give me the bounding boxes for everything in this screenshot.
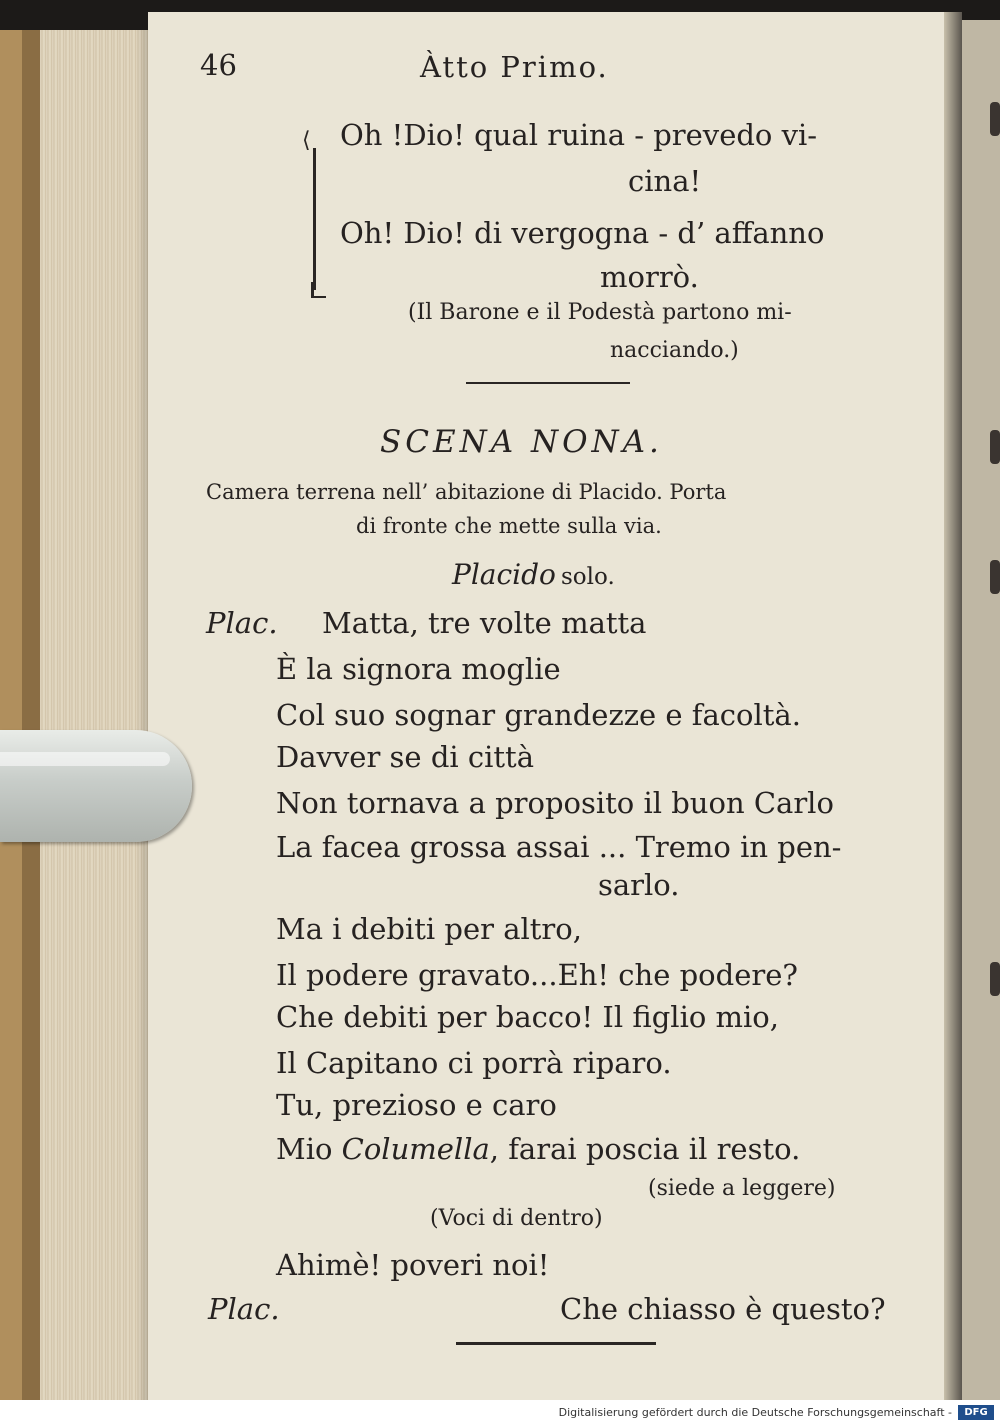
facing-page-mark — [990, 560, 1000, 594]
character-name: Placido — [452, 558, 556, 591]
dialogue-line: Ma i debiti per altro, — [276, 912, 582, 946]
dialogue-line: Il Capitano ci porrà riparo. — [276, 1046, 672, 1080]
stage-direction: nacciando.) — [610, 338, 739, 363]
page-edges — [40, 30, 148, 1400]
scene-title: SCENA NONA. — [380, 424, 663, 460]
page-holder-clip — [0, 730, 192, 842]
running-title: Àtto Primo. — [420, 50, 609, 84]
separator-rule — [466, 382, 630, 384]
footer-credit: Digitalisierung gefördert durch die Deutsche Forschungsgemeinschaft - — [558, 1406, 952, 1419]
end-rule — [456, 1342, 656, 1345]
character-heading — [452, 558, 615, 591]
dialogue-italic-name: Columella — [341, 1132, 490, 1166]
dialogue-line: Non tornava a proposito il buon Carlo — [276, 786, 834, 820]
character-note: solo. — [561, 564, 615, 590]
facing-page-mark — [990, 962, 1000, 996]
stage-direction: (siede a leggere) — [648, 1176, 836, 1201]
dialogue-line: Col suo sognar grandezze e facoltà. — [276, 698, 801, 732]
book-cover-shadow — [22, 30, 40, 1400]
stage-direction: (Voci di dentro) — [430, 1206, 603, 1231]
dfg-logo-icon: DFG — [958, 1405, 994, 1420]
verse-line: cina! — [628, 164, 702, 198]
page-number: 46 — [200, 48, 237, 82]
dialogue-word: , farai poscia il resto. — [489, 1132, 801, 1166]
stage-direction: (Il Barone e il Podestà partono mi- — [408, 300, 792, 325]
brace-bottom-mark — [311, 282, 326, 298]
dialogue-line: Davver se di città — [276, 740, 534, 774]
dialogue-line: Tu, prezioso e caro — [276, 1088, 557, 1122]
scene-description: di fronte che mette sulla via. — [356, 514, 662, 538]
verse-line: Oh! Dio! di vergogna - d’ affanno — [340, 216, 825, 250]
dialogue-line: La facea grossa assai ... Tremo in pen- — [276, 830, 842, 864]
verse-line: Oh !Dio! qual ruina - prevedo vi- — [340, 118, 818, 152]
book-gutter — [944, 12, 962, 1400]
page-holder-shine — [0, 752, 170, 766]
verse-line: morrò. — [600, 260, 699, 294]
brace-top-mark: ⟨ — [302, 128, 311, 153]
dialogue-line: Il podere gravato...Eh! che podere? — [276, 958, 798, 992]
speaker-label: Plac. — [206, 606, 278, 640]
dialogue-line: Che debiti per bacco! Il figlio mio, — [276, 1000, 779, 1034]
dialogue-line: È la signora moglie — [276, 652, 561, 686]
dialogue-line — [276, 1132, 800, 1166]
facing-page-edge — [962, 20, 1000, 1400]
dialogue-line: Che chiasso è questo? — [560, 1292, 886, 1326]
facing-page-mark — [990, 430, 1000, 464]
dialogue-line: Ahimè! poveri noi! — [276, 1248, 550, 1282]
speaker-label: Plac. — [208, 1292, 280, 1326]
dialogue-line: sarlo. — [598, 868, 680, 902]
verse-brace — [313, 148, 316, 290]
scene-description: Camera terrena nell’ abitazione di Placido. Porta — [206, 480, 727, 504]
dialogue-word: Mio — [276, 1132, 333, 1166]
digitization-footer — [0, 1400, 1000, 1426]
facing-page-mark — [990, 102, 1000, 136]
dialogue-line: Matta, tre volte matta — [322, 606, 647, 640]
